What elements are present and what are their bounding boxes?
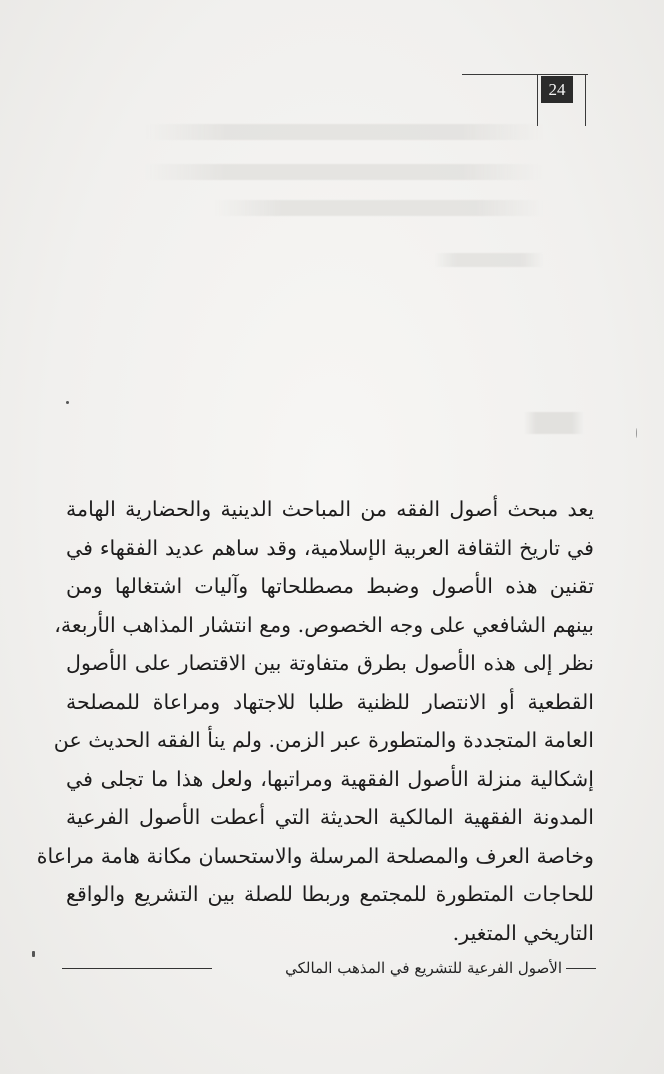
header-rule-right [585,74,586,126]
body-line: نظر إلى هذه الأصول بطرق متفاوتة بين الاقتصار على الأصول [66,651,594,675]
body-line: العامة المتجددة والمتطورة عبر الزمن. ولم ينأ الفقه الحديث عن [53,728,594,752]
body-line: إشكالية منزلة الأصول الفقهية ومراتبها، ولعل هذا ما تجلى في [66,766,594,791]
page-number: 24 [541,76,573,103]
header-rule-left [537,74,538,126]
body-line: تقنين هذه الأصول وضبط مصطلحاتها وآليات اشتغالها ومن [66,574,594,598]
ink-speck [32,951,35,957]
ink-speck [66,401,69,404]
header-rule [462,74,588,75]
body-line: التاريخي المتغير. [452,920,594,945]
body-line: المدونة الفقهية المالكية الحديثة التي أعطت الأصول الفرعية [66,805,594,829]
body-line: في تاريخ الثقافة العربية الإسلامية، وقد ساهم عديد الفقهاء في [66,535,594,560]
running-footer [40,955,596,981]
footer-rule-right [566,968,596,969]
body-paragraph [36,490,594,952]
body-line: للحاجات المتطورة للمجتمع وربطا للصلة بين التشريع والواقع [66,882,594,906]
footer-title: الأصول الفرعية للتشريع في المذهب المالكي [285,959,562,977]
body-line: وخاصة العرف والمصلحة المرسلة والاستحسان مكانة هامة مراعاة [36,843,594,868]
body-line: يعد مبحث أصول الفقه من المباحث الدينية والحضارية الهامة [66,497,594,521]
footer-rule-left [62,968,212,969]
body-line: القطعية أو الانتصار للظنية طلبا للاجتهاد ومراعاة للمصلحة [66,689,594,714]
body-line: بينهم الشافعي على وجه الخصوص. ومع انتشار المذاهب الأربعة، [54,612,594,637]
ink-speck [636,428,637,438]
